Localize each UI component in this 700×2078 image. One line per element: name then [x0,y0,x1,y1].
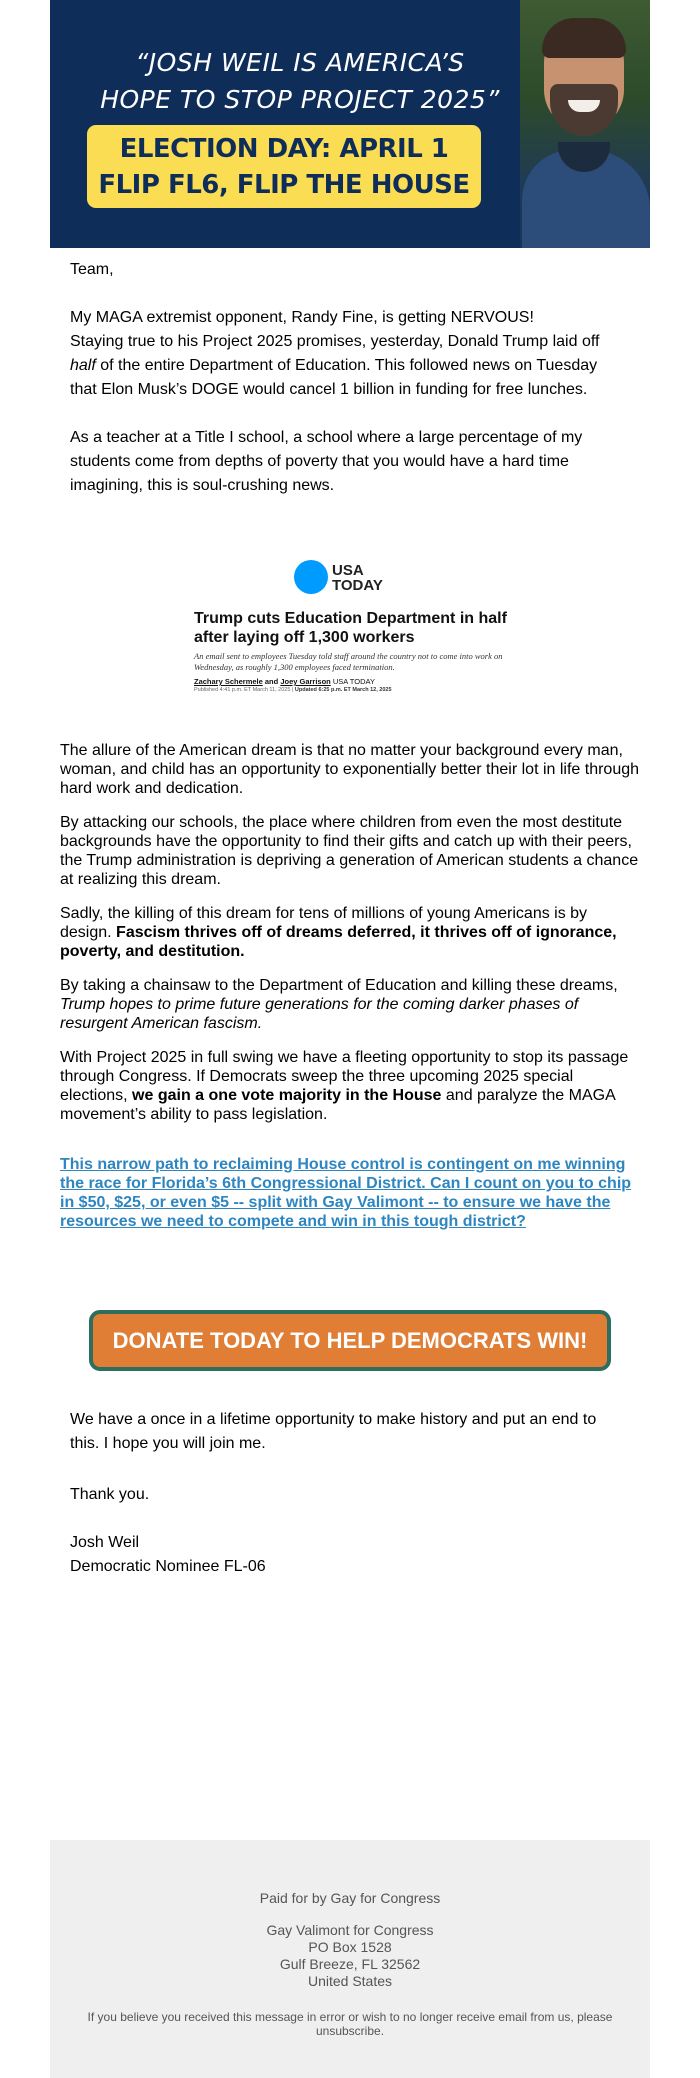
article-dates: Published 4:41 p.m. ET March 11, 2025 | Updated 6:25 p.m. ET March 12, 2025 [194,687,392,693]
footer [50,1840,650,2078]
candidate-photo-hair [542,18,626,58]
signature-title: Democratic Nominee FL-06 [70,1558,266,1575]
thank-you [70,1483,610,1507]
logo-line-2: TODAY [332,577,383,594]
closing-text: We have a once in a lifetime opportunity to make history and put an end to this. I hope you will join me. [70,1411,597,1452]
greeting [70,258,610,282]
logo-line-1: USA [332,562,364,579]
greeting-text: Team, [70,261,114,278]
closing-paragraph [70,1408,610,1456]
paragraph-by-design [60,904,640,961]
paragraph-american-dream [60,741,640,798]
chainsaw-italic-text: Trump hopes to prime future generations for the coming darker phases of resurgent American fascism. [60,996,579,1032]
unsubscribe-text: If you believe you received this message in error or wish to no longer receive email from us, please [87,2010,613,2024]
published-date: Published 4:41 p.m. ET March 11, 2025 [194,687,291,693]
american-dream-text: The allure of the American dream is that no matter your background every man, woman, and child has an opportunity to exponentially better their lot in life through hard work and dedication. [60,742,640,797]
unsubscribe-period: . [380,2024,385,2038]
project-2025-text-end: and paralyze the MAGA movement’s ability to pass legislation. [60,1087,615,1123]
thank-you-text: Thank you. [70,1486,150,1503]
usa-today-article-card [194,560,514,705]
fascism-bold-text: Fascism thrives off of dreams deferred, it thrives off of ignorance, poverty, and destitution. [60,924,617,960]
paragraph-chainsaw [60,976,640,1033]
paragraph-project-2025 [60,1048,640,1124]
chainsaw-text: By taking a chainsaw to the Department of Education and killing these dreams, [60,977,618,994]
banner-quote [50,44,550,118]
address-org: Gay Valimont for Congress [266,1922,434,1938]
header-banner [50,0,650,248]
byline-outlet: USA TODAY [330,677,375,686]
banner-quote-line-1: “JOSH WEIL IS AMERICA’S [135,48,465,77]
article-dek: An email sent to employees Tuesday told staff around the country not to come into work on Wednesday, as roughly 1,300 employees faced termination. [194,651,503,672]
project-2025-text: With Project 2025 in full swing we have a fleeting opportunity to stop its passage through Congress. If Democrats sweep the three upcoming 2025 special elections, [60,1049,629,1104]
unsubscribe-link[interactable]: unsubscribe [315,2024,381,2038]
paid-for-by: Paid for by Gay for Congress [259,1890,441,1906]
usa-today-logo-icon [294,560,328,594]
byline-and: and [262,677,281,686]
usa-today-logo-text [332,563,383,593]
address-city: Gulf Breeze, FL 32562 [279,1956,421,1972]
intro-line-nervous: My MAGA extremist opponent, Randy Fine, is getting NERVOUS! [70,309,534,326]
address-country: United States [307,1973,393,1989]
author-2: Joey Garrison [280,677,331,686]
by-design-text: Sadly, the killing of this dream for tens of millions of young Americans is by design. [60,905,588,941]
article-headline: Trump cuts Education Department in half after laying off 1,300 workers [194,610,507,646]
attacking-schools-text: By attacking our schools, the place where children from even the most destitute backgrounds have the opportunity to find their gifts and catch up with their peers, the Trump administration is depriving a generation of American students a chance at realizing this dream. [60,814,639,888]
article-byline [194,677,375,686]
banner-quote-line-2: HOPE TO STOP PROJECT 2025” [100,85,500,114]
paragraph-attacking-schools [60,813,640,889]
address-po-box: PO Box 1528 [308,1939,392,1955]
intro-layoffs [70,330,610,402]
candidate-photo [520,0,650,248]
house-majority-bold-text: we gain a one vote majority in the House [132,1087,442,1104]
signature-name: Josh Weil [70,1534,140,1551]
donation-link[interactable]: This narrow path to reclaiming House control is contingent on me winning the race for Florida’s 6th Congressional District. Can I count on you to chip in $50, $25, or even $5 -- split with Gay Valimont -- to ensure we have the resources we need to compete and win in this tough district? [60,1156,632,1230]
signature [70,1531,610,1579]
email-body [50,0,650,2038]
election-day-line-2: FLIP FL6, FLIP THE HOUSE [98,170,470,200]
author-1: Zachary Schermele [194,677,263,686]
intro-paragraph-1 [70,306,610,402]
election-day-line-1: ELECTION DAY: APRIL 1 [119,134,449,164]
election-day-box [87,125,481,208]
mailing-address [50,1922,650,1990]
donate-button[interactable]: DONATE TODAY TO HELP DEMOCRATS WIN! [89,1310,611,1371]
intro-layoffs-text-b: of the entire Department of Education. This followed news on Tuesday that Elon Musk’s DOGE would cancel 1 billion in funding for free lunches. [70,357,598,398]
unsubscribe-notice [80,2010,620,2038]
updated-date: Updated 6:25 p.m. ET March 12, 2025 [294,687,392,693]
intro-layoffs-text-a: Staying true to his Project 2025 promises, yesterday, Donald Trump laid off [70,333,600,350]
intro-teacher-text: As a teacher at a Title I school, a school where a large percentage of my students come from depths of poverty that you would have a hard time imagining, this is soul-crushing news. [70,429,583,494]
intro-paragraph-2 [70,426,610,498]
intro-layoffs-emphasis: half [70,357,96,374]
